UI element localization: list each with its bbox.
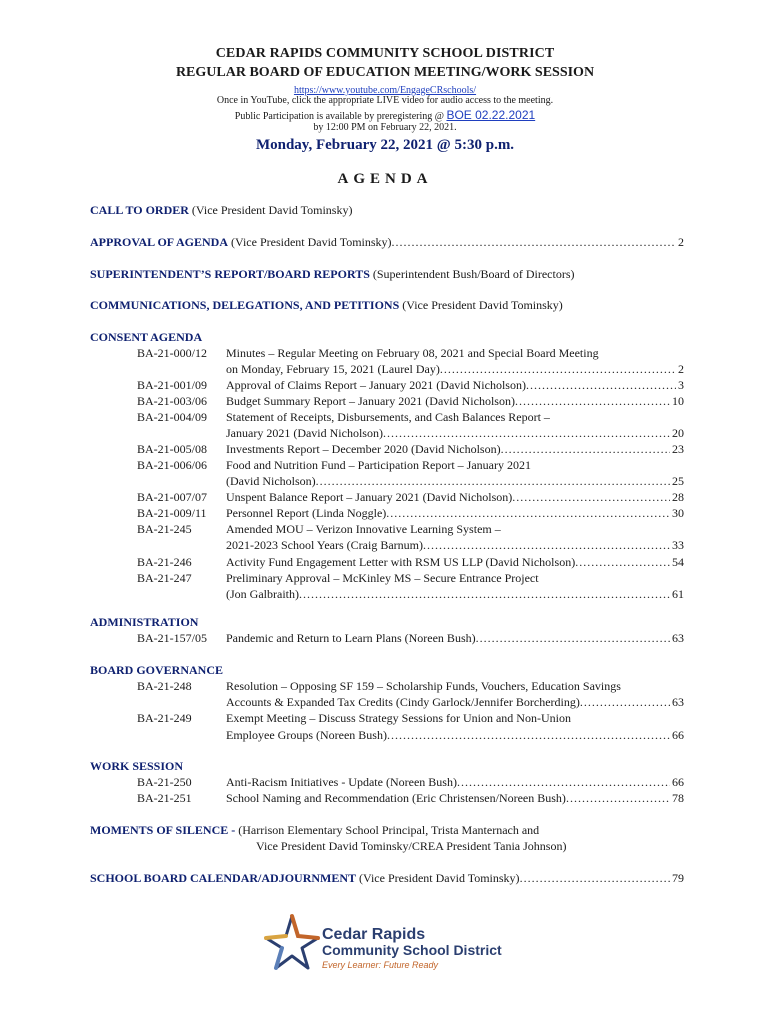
agenda-heading: AGENDA bbox=[337, 171, 433, 187]
page-number: 33 bbox=[672, 538, 684, 552]
agenda-item-row bbox=[226, 791, 684, 806]
district-logo bbox=[262, 912, 512, 976]
item-code: BA-21-007/07 bbox=[137, 490, 207, 504]
agenda-item-row bbox=[226, 362, 684, 377]
item-description-cont: Accounts & Expanded Tax Credits (Cindy Garlock/Jennifer Borcherding) bbox=[226, 695, 580, 709]
page-number: 23 bbox=[672, 442, 684, 456]
superintendent-report bbox=[90, 267, 575, 282]
logo-tagline: Every Learner: Future Ready bbox=[322, 960, 439, 970]
board-governance-title: BOARD GOVERNANCE bbox=[90, 663, 224, 677]
logo-line-2: Community School District bbox=[322, 942, 502, 958]
item-code: BA-21-000/12 bbox=[137, 346, 207, 360]
communications-detail: (Vice President David Tominsky) bbox=[402, 298, 563, 312]
agenda-item-row bbox=[226, 728, 684, 743]
page-number: 20 bbox=[672, 426, 684, 440]
page-number: 61 bbox=[672, 587, 684, 601]
page-number: 63 bbox=[672, 695, 684, 709]
agenda-item-row bbox=[226, 587, 684, 602]
silence-detail: (Harrison Elementary School Principal, Trista Manternach and bbox=[238, 823, 540, 837]
boe-registration-link[interactable]: BOE 02.22.2021 bbox=[446, 108, 536, 122]
item-description: Amended MOU – Verizon Innovative Learning System – bbox=[226, 522, 501, 536]
page-number: 2 bbox=[678, 362, 684, 376]
page-number: 66 bbox=[672, 775, 684, 789]
item-description: Budget Summary Report – January 2021 (David Nicholson) bbox=[226, 394, 515, 408]
agenda-item-row bbox=[226, 555, 684, 570]
item-description: Resolution – Opposing SF 159 – Scholarship Funds, Vouchers, Education Savings bbox=[226, 679, 621, 693]
call-to-order-title: CALL TO ORDER bbox=[90, 203, 189, 217]
agenda-item-row bbox=[226, 442, 684, 457]
agenda-item-row bbox=[226, 378, 684, 393]
superintendent-detail: (Superintendent Bush/Board of Directors) bbox=[372, 267, 575, 281]
page-number: 66 bbox=[672, 728, 684, 742]
silence-detail-cont: Vice President David Tominsky/CREA President Tania Johnson) bbox=[256, 839, 567, 853]
page-number: 63 bbox=[672, 631, 684, 645]
item-description: Minutes – Regular Meeting on February 08, 2021 and Special Board Meeting bbox=[226, 346, 599, 360]
item-description-cont: 2021-2023 School Years (Craig Barnum) bbox=[226, 538, 423, 552]
item-code: BA-21-006/06 bbox=[137, 458, 207, 472]
page-number: 3 bbox=[678, 378, 684, 392]
item-description: School Naming and Recommendation (Eric Christensen/Noreen Bush) bbox=[226, 791, 566, 805]
calendar-detail: (Vice President David Tominsky) bbox=[359, 871, 520, 885]
item-code: BA-21-009/11 bbox=[137, 506, 207, 520]
page-number: 10 bbox=[672, 394, 684, 408]
agenda-item-row bbox=[226, 506, 684, 521]
item-description: Unspent Balance Report – January 2021 (David Nicholson) bbox=[226, 490, 513, 504]
meeting-date: Monday, February 22, 2021 @ 5:30 p.m. bbox=[255, 137, 515, 153]
call-to-order-detail: (Vice President David Tominsky) bbox=[191, 203, 353, 217]
item-description-cont: January 2021 (David Nicholson) bbox=[226, 426, 383, 440]
page-number: 2 bbox=[678, 235, 684, 249]
silence-title: MOMENTS OF SILENCE - bbox=[90, 823, 236, 837]
approval-title: APPROVAL OF AGENDA bbox=[90, 235, 229, 249]
registration-deadline: by 12:00 PM on February 22, 2021. bbox=[313, 122, 457, 133]
item-code: BA-21-250 bbox=[137, 775, 192, 789]
calendar-adjournment bbox=[90, 871, 684, 886]
agenda-item-row bbox=[226, 695, 684, 710]
administration-title: ADMINISTRATION bbox=[90, 615, 199, 629]
item-code: BA-21-001/09 bbox=[137, 378, 207, 392]
item-description-cont: on Monday, February 15, 2021 (Laurel Day) bbox=[226, 362, 440, 376]
communications bbox=[90, 298, 563, 313]
meeting-title: REGULAR BOARD OF EDUCATION MEETING/WORK SESSION bbox=[175, 65, 595, 80]
district-name: CEDAR RAPIDS COMMUNITY SCHOOL DISTRICT bbox=[215, 46, 555, 61]
item-description: Anti-Racism Initiatives - Update (Noreen Bush) bbox=[226, 775, 457, 789]
participation-note bbox=[0, 108, 770, 122]
item-description: Approval of Claims Report – January 2021 (David Nicholson) bbox=[226, 378, 526, 392]
item-description-cont: (David Nicholson) bbox=[226, 474, 316, 488]
call-to-order bbox=[90, 203, 352, 218]
calendar-title: SCHOOL BOARD CALENDAR/ADJOURNMENT bbox=[90, 871, 357, 885]
agenda-item-row bbox=[226, 775, 684, 790]
item-code: BA-21-004/09 bbox=[137, 410, 207, 424]
page-number: 28 bbox=[672, 490, 684, 504]
item-code: BA-21-003/06 bbox=[137, 394, 207, 408]
superintendent-title: SUPERINTENDENT’S REPORT/BOARD REPORTS bbox=[90, 267, 370, 281]
page-number: 78 bbox=[672, 791, 684, 805]
item-description: Preliminary Approval – McKinley MS – Secure Entrance Project bbox=[226, 571, 539, 585]
item-code: BA-21-247 bbox=[137, 571, 192, 585]
moments-of-silence bbox=[90, 823, 539, 838]
page-number: 54 bbox=[672, 555, 684, 569]
youtube-note: Once in YouTube, click the appropriate LIVE video for audio access to the meeting. bbox=[216, 95, 554, 106]
agenda-item-row bbox=[226, 426, 684, 441]
item-code: BA-21-246 bbox=[137, 555, 192, 569]
participation-prefix: Public Participation is available by preregistering @ bbox=[234, 111, 444, 122]
item-description: Exempt Meeting – Discuss Strategy Sessions for Union and Non-Union bbox=[226, 711, 571, 725]
item-code: BA-21-249 bbox=[137, 711, 192, 725]
item-description-cont: Employee Groups (Noreen Bush) bbox=[226, 728, 387, 742]
page-number: 25 bbox=[672, 474, 684, 488]
approval-detail: (Vice President David Tominsky) bbox=[231, 235, 392, 249]
logo-line-1: Cedar Rapids bbox=[322, 926, 426, 943]
agenda-item-row bbox=[226, 631, 684, 646]
consent-agenda-title: CONSENT AGENDA bbox=[90, 330, 203, 344]
communications-title: COMMUNICATIONS, DELEGATIONS, AND PETITIONS bbox=[90, 298, 400, 312]
approval-of-agenda bbox=[90, 235, 684, 250]
item-code: BA-21-157/05 bbox=[137, 631, 207, 645]
item-description: Activity Fund Engagement Letter with RSM US LLP (David Nicholson) bbox=[226, 555, 576, 569]
star-logo-icon bbox=[262, 912, 322, 976]
item-description: Statement of Receipts, Disbursements, and Cash Balances Report – bbox=[226, 410, 550, 424]
item-code: BA-21-248 bbox=[137, 679, 192, 693]
item-code: BA-21-245 bbox=[137, 522, 192, 536]
page-number: 30 bbox=[672, 506, 684, 520]
page-number: 79 bbox=[672, 871, 684, 885]
item-code: BA-21-005/08 bbox=[137, 442, 207, 456]
item-description: Investments Report – December 2020 (David Nicholson) bbox=[226, 442, 501, 456]
agenda-item-row bbox=[226, 490, 684, 505]
item-description: Personnel Report (Linda Noggle) bbox=[226, 506, 387, 520]
youtube-link[interactable]: https://www.youtube.com/EngageCRschools/ bbox=[293, 85, 477, 96]
agenda-item-row bbox=[226, 474, 684, 489]
work-session-title: WORK SESSION bbox=[90, 759, 184, 773]
item-code: BA-21-251 bbox=[137, 791, 192, 805]
item-description-cont: (Jon Galbraith) bbox=[226, 587, 299, 601]
agenda-item-row bbox=[226, 394, 684, 409]
item-description: Food and Nutrition Fund – Participation Report – January 2021 bbox=[226, 458, 531, 472]
agenda-item-row bbox=[226, 538, 684, 553]
item-description: Pandemic and Return to Learn Plans (Noreen Bush) bbox=[226, 631, 476, 645]
